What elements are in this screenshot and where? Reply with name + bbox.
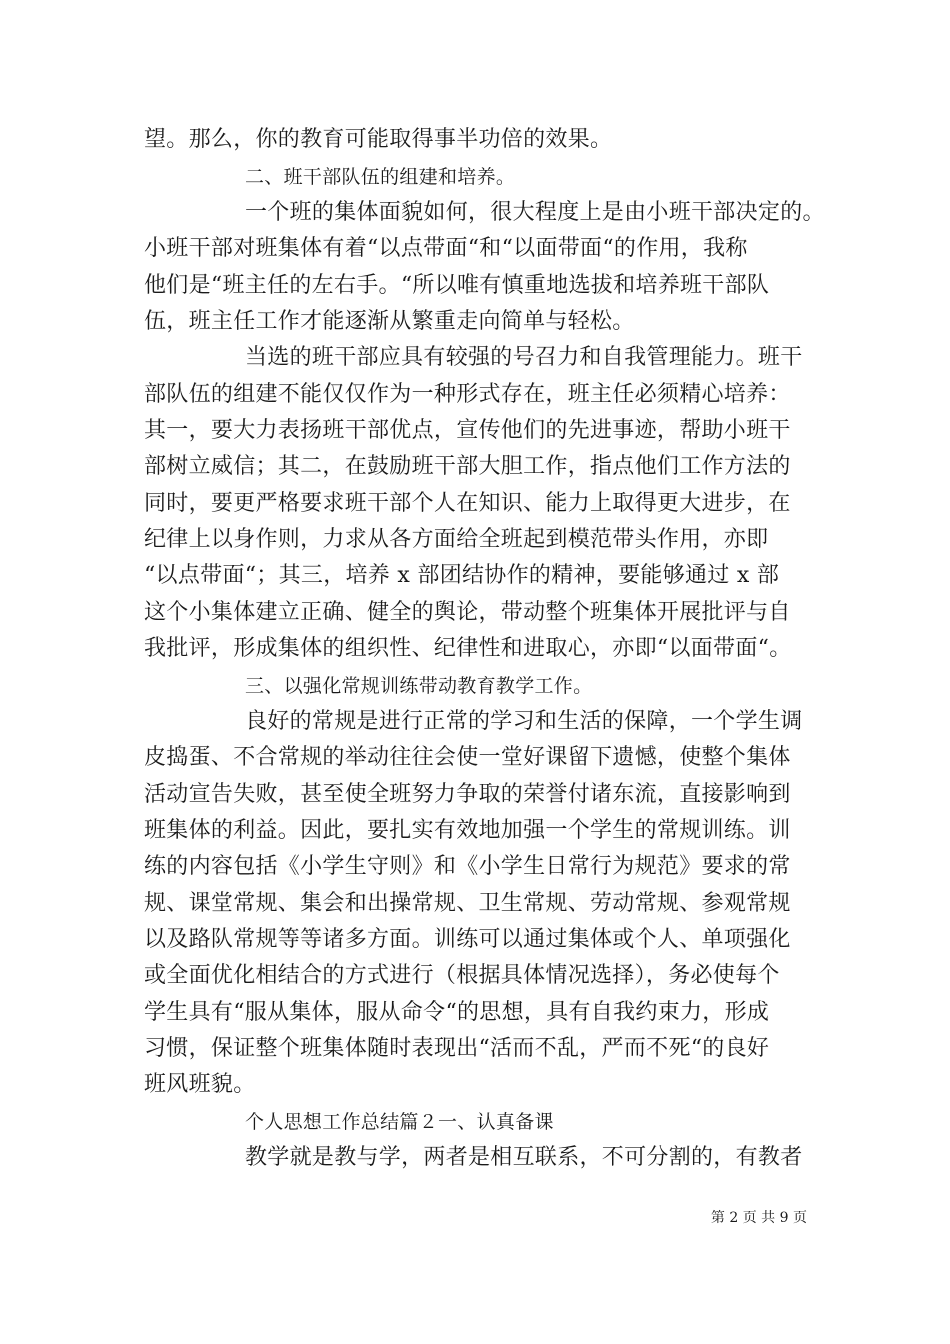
paragraph-line: 当选的班干部应具有较强的号召力和自我管理能力。班干 [245,345,803,370]
page-number: 第 2 页 共 9 页 [710,1210,807,1226]
paragraph-line: 同时，要更严格要求班干部个人在知识、能力上取得更大进步，在 [144,491,791,516]
paragraph-line: 或全面优化相结合的方式进行（根据具体情况选择），务必使每个 [144,963,780,988]
section-heading: 三、以强化常规训练带动教育教学工作。 [245,675,593,697]
section-heading: 个人思想工作总结篇２一、认真备课 [245,1111,554,1133]
paragraph-line: 以及路队常规等等诸多方面。训练可以通过集体或个人、单项强化 [144,927,791,952]
paragraph-line: 规、课堂常规、集会和出操常规、卫生常规、劳动常规、参观常规 [144,891,791,916]
paragraph-line: 其一，要大力表扬班干部优点，宣传他们的先进事迹，帮助小班干 [144,418,791,443]
paragraph-line: 习惯，保证整个班集体随时表现出“活而不乱，严而不死“的良好 [144,1036,770,1061]
paragraph-line: 小班干部对班集体有着“以点带面“和“以面带面“的作用，我称 [144,236,748,261]
paragraph-line: 学生具有“服从集体，服从命令“的思想，具有自我约束力，形成 [144,1000,770,1025]
paragraph-line: 练的内容包括《小学生守则》和《小学生日常行为规范》要求的常 [144,854,791,879]
paragraph-line: 皮捣蛋、不合常规的举动往往会使一堂好课留下遗憾，使整个集体 [144,745,791,770]
paragraph-line: 良好的常规是进行正常的学习和生活的保障，一个学生调 [245,709,803,734]
paragraph-line: “以点带面“；其三，培养 x 部团结协作的精神，要能够通过 x 部 [144,563,780,588]
section-heading: 二、班干部队伍的组建和培养。 [245,166,516,188]
paragraph-line: 部队伍的组建不能仅仅作为一种形式存在，班主任必须精心培养： [144,382,791,407]
paragraph-line: 望。那么，你的教育可能取得事半功倍的效果。 [144,127,613,152]
paragraph-line: 班风班貌。 [144,1072,256,1097]
paragraph-line: 这个小集体建立正确、健全的舆论，带动整个班集体开展批评与自 [144,600,791,625]
paragraph-line: 教学就是教与学，两者是相互联系，不可分割的，有教者 [245,1145,803,1170]
paragraph-line: 纪律上以身作则，力求从各方面给全班起到模范带头作用，亦即 [144,527,769,552]
paragraph-line: 活动宣告失败，甚至使全班努力争取的荣誉付诸东流，直接影响到 [144,782,791,807]
paragraph-line: 他们是“班主任的左右手。“所以唯有慎重地选拔和培养班干部队 [144,273,770,298]
paragraph-line: 一个班的集体面貌如何，很大程度上是由小班干部决定的。 [245,200,825,225]
paragraph-line: 我批评，形成集体的组织性、纪律性和进取心，亦即“以面带面“。 [144,636,792,661]
paragraph-line: 部树立威信；其二，在鼓励班干部大胆工作，指点他们工作方法的 [144,454,791,479]
paragraph-line: 伍，班主任工作才能逐渐从繁重走向简单与轻松。 [144,309,635,334]
paragraph-line: 班集体的利益。因此，要扎实有效地加强一个学生的常规训练。训 [144,818,791,843]
